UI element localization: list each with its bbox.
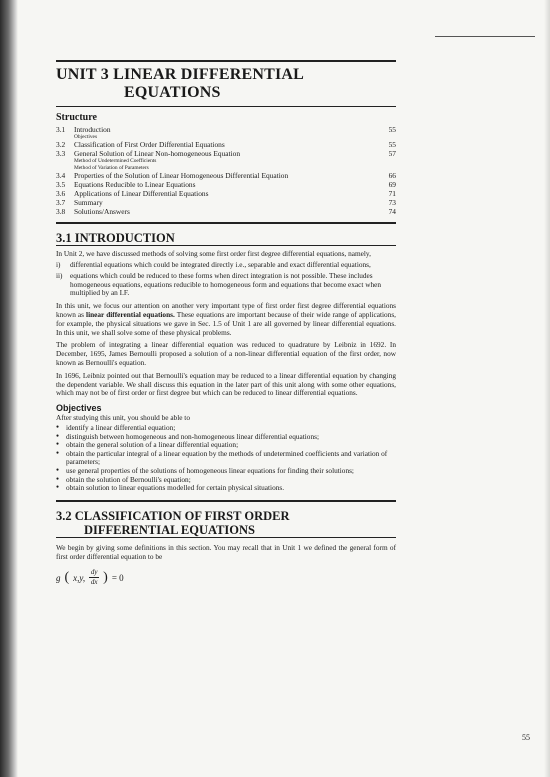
- section-31-top-rule: [56, 222, 396, 224]
- list-item-text: differential equations which could be integrated directly i.e., separable and exact differential equations,: [70, 260, 371, 270]
- toc-title: Solutions/Answers: [74, 207, 130, 217]
- equation-close-paren: ): [103, 569, 108, 585]
- title-top-rule: [56, 60, 396, 62]
- section-32-paragraph: We begin by giving some definitions in this section. You may recall that in Unit 1 we defined the general form of first order differential equation to be: [56, 542, 396, 561]
- intro-paragraph: In Unit 2, we have discussed methods of solving some first order first degree differential equations, namely,: [56, 249, 371, 259]
- toc-number: 3.1: [56, 125, 66, 134]
- toc-page: 57: [388, 149, 396, 159]
- toc-row: [56, 125, 396, 134]
- section-32-heading-line1: 3.2 CLASSIFICATION OF FIRST ORDER: [56, 508, 290, 523]
- toc-title: General Solution of Linear Non-homogeneous Equation: [74, 149, 241, 159]
- toc-page: 73: [388, 198, 396, 208]
- bullet-icon: ●: [56, 476, 60, 482]
- header-rule: [435, 36, 535, 37]
- toc-number: 3.8: [56, 207, 66, 217]
- page-content: [56, 60, 396, 586]
- toc-page: 55: [388, 125, 396, 134]
- scan-binding-shadow: [0, 0, 18, 777]
- list-marker: ii): [56, 270, 63, 280]
- focus-paragraph-bold: linear differential equations.: [86, 310, 175, 319]
- toc-number: 3.6: [56, 189, 66, 199]
- section-31-bottom-rule: [56, 245, 396, 246]
- toc-page: 55: [388, 140, 396, 150]
- section-31-heading: 3.1 INTRODUCTION: [56, 231, 175, 246]
- list-marker: i): [56, 260, 61, 270]
- section-32-bottom-rule: [56, 537, 396, 538]
- structure-heading: Structure: [56, 112, 97, 123]
- toc-subentry: Method of Variation of Parameters: [74, 164, 149, 171]
- toc-title: Classification of First Order Differential Equations: [74, 140, 225, 150]
- bullet-icon: ●: [56, 433, 60, 439]
- section-32-top-rule: [56, 500, 396, 502]
- toc-row: [56, 180, 396, 189]
- toc-subentry: Objectives: [74, 134, 98, 140]
- toc-row: [56, 189, 396, 198]
- bullet-icon: ●: [56, 485, 60, 491]
- intro-list: [56, 261, 396, 298]
- objective-item: [56, 484, 396, 493]
- focus-paragraph-post: These equations are important because of their wide range of applications, for example, the physical situations we gave in Sec. 1.5 of Unit 1 are all governed by linear differential equations. In this unit, we shall solve some of these physical problems.: [56, 310, 396, 337]
- unit-title-line2: EQUATIONS: [124, 84, 221, 101]
- section-32-heading: [56, 509, 396, 537]
- objective-text: obtain the particular integral of a linear equation by the methods of undetermined coefficients and variation of parameters;: [66, 448, 388, 467]
- toc-number: 3.7: [56, 198, 66, 208]
- toc-page: 66: [388, 171, 396, 181]
- bullet-icon: ●: [56, 467, 60, 473]
- toc-number: 3.4: [56, 171, 66, 181]
- objective-text: obtain solution to linear equations modelled for certain physical situations.: [66, 483, 285, 493]
- unit-title-line1: UNIT 3 LINEAR DIFFERENTIAL: [56, 66, 305, 83]
- toc-row: [56, 198, 396, 207]
- table-of-contents: [56, 125, 396, 216]
- toc-page: 71: [388, 189, 396, 199]
- toc-page: 74: [388, 207, 396, 217]
- equation-open-paren: (: [64, 569, 70, 585]
- toc-title: Applications of Linear Differential Equations: [74, 189, 209, 199]
- objective-text: obtain the general solution of a linear differential equation;: [66, 440, 239, 450]
- objective-text: distinguish between homogeneous and non-homogeneous linear differential equations;: [66, 431, 319, 441]
- toc-number: 3.5: [56, 180, 66, 190]
- equation-function: g: [56, 572, 61, 583]
- scan-right-edge: [544, 0, 550, 777]
- history-paragraph: The problem of integrating a linear differential equation was reduced to quadrature by Leibniz in 1692. In December, 1695, James Bernoulli proposed a solution of a non-linear differential equation of the first order, now known as Bernoulli's equation.: [56, 340, 396, 367]
- bullet-icon: ●: [56, 442, 60, 448]
- toc-subentry: Method of Undetermined Coefficients: [74, 158, 157, 165]
- bullet-icon: ●: [56, 424, 60, 430]
- objective-text: obtain the solution of Bernoulli's equation;: [66, 474, 191, 484]
- objective-text: use general properties of the solutions of homogeneous linear equations for finding their solutions;: [66, 465, 354, 475]
- list-item-text: equations which could be reduced to these forms when direct integration is not possible. These includes homogeneous equations, equations reducible to homogeneous form and equations that become exact when multiplied by an I.F.: [70, 270, 382, 298]
- objectives-list: [56, 424, 396, 493]
- intro-list-item: [56, 261, 396, 270]
- focus-paragraph: [56, 302, 396, 337]
- toc-title: Summary: [74, 198, 103, 208]
- toc-row: [56, 171, 396, 180]
- toc-number: 3.2: [56, 140, 66, 150]
- bullet-icon: ●: [56, 450, 60, 456]
- equation-rhs: = 0: [111, 572, 124, 583]
- toc-page: 69: [388, 180, 396, 190]
- objectives-lead: After studying this unit, you should be able to: [56, 413, 190, 423]
- general-form-equation: [56, 569, 396, 586]
- equation-denominator: dx: [90, 578, 98, 587]
- equation-args: x,y,: [73, 572, 86, 583]
- unit-title: [56, 66, 396, 102]
- toc-row: [56, 140, 396, 149]
- toc-title: Properties of the Solution of Linear Homogeneous Differential Equation: [74, 171, 289, 181]
- equation-derivative: [89, 569, 99, 586]
- equation-numerator: dy: [90, 568, 98, 577]
- toc-title: Introduction: [74, 125, 111, 134]
- leibniz-paragraph: In 1696, Leibniz pointed out that Bernoulli's equation may be reduced to a linear differential equation by changing the dependent variable. We shall discuss this equation in the later part of this unit along with some other equations, which may not be of first order or first degree but which can be reduced to linear differential equations.: [56, 370, 396, 398]
- objective-text: identify a linear differential equation;: [66, 422, 176, 432]
- toc-row: [56, 207, 396, 216]
- toc-title: Equations Reducible to Linear Equations: [74, 180, 196, 190]
- focus-paragraph-pre: In this unit, we focus our attention on another very important type of first order first degree differential equations known as: [56, 301, 396, 319]
- page-number: 55: [522, 733, 530, 742]
- section-32-heading-line2: DIFFERENTIAL EQUATIONS: [84, 522, 255, 537]
- title-bottom-rule: [56, 106, 396, 107]
- toc-number: 3.3: [56, 149, 66, 159]
- objective-item: [56, 450, 396, 467]
- objectives-heading: Objectives: [56, 403, 102, 414]
- intro-list-item: [56, 272, 396, 298]
